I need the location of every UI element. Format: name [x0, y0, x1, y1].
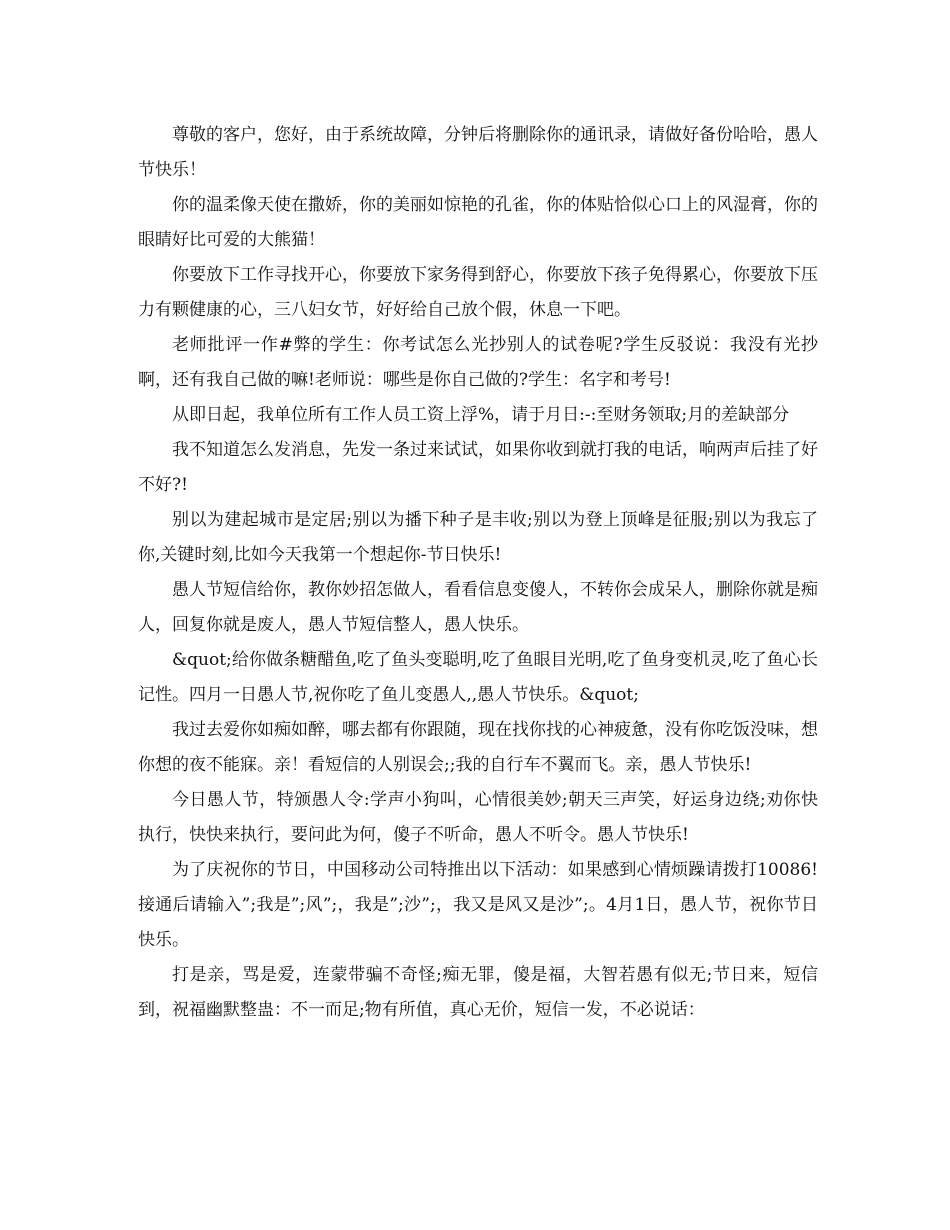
- paragraph-4: 老师批评一作#弊的学生：你考试怎么光抄别人的试卷呢?学生反驳说：我没有光抄啊，还有我自己做的嘛!老师说：哪些是你自己做的?学生：名字和考号!: [138, 335, 818, 390]
- paragraph-1: 尊敬的客户，您好，由于系统故障，分钟后将删除你的通讯录，请做好备份哈哈，愚人节快乐！: [138, 125, 818, 180]
- paragraph-13: 打是亲，骂是爱，连蒙带骗不奇怪;痴无罪，傻是福，大智若愚有似无;节日来，短信到，祝福幽默整蛊：不一而足;物有所值，真心无价，短信一发，不必说话：: [138, 965, 818, 1020]
- paragraph-9: &quot;给你做条糖醋鱼,吃了鱼头变聪明,吃了鱼眼目光明,吃了鱼身变机灵,吃了鱼心长记性。四月一日愚人节,祝你吃了鱼儿变愚人,,愚人节快乐。&quot;: [138, 650, 818, 705]
- paragraph-2: 你的温柔像天使在撒娇，你的美丽如惊艳的孔雀，你的体贴恰似心口上的风湿膏，你的眼睛好比可爱的大熊猫！: [138, 195, 818, 250]
- paragraph-3: 你要放下工作寻找开心，你要放下家务得到舒心，你要放下孩子免得累心，你要放下压力有颗健康的心，三八妇女节，好好给自己放个假，休息一下吧。: [138, 265, 818, 320]
- document-body: [138, 118, 818, 1028]
- paragraph-7: 别以为建起城市是定居;别以为播下种子是丰收;别以为登上顶峰是征服;别以为我忘了你,关键时刻,比如今天我第一个想起你-节日快乐!: [138, 510, 818, 565]
- paragraph-6: 我不知道怎么发消息，先发一条过来试试，如果你收到就打我的电话，响两声后挂了好不好?!: [138, 440, 818, 495]
- paragraph-12: 为了庆祝你的节日，中国移动公司特推出以下活动：如果感到心情烦躁请拨打10086!接通后请输入”;我是”;风”;，我是”;沙”;，我又是风又是沙”;。4月1日，愚人节，祝你节日快乐。: [138, 860, 818, 950]
- paragraph-8: 愚人节短信给你，教你妙招怎做人，看看信息变傻人，不转你会成呆人，删除你就是痴人，回复你就是废人，愚人节短信整人，愚人快乐。: [138, 580, 818, 635]
- paragraph-5: 从即日起，我单位所有工作人员工资上浮%，请于月日:-:至财务领取;月的差缺部分: [172, 405, 790, 425]
- paragraph-11: 今日愚人节，特颁愚人令:学声小狗叫，心情很美妙;朝天三声笑，好运身边绕;劝你快执行，快快来执行，要问此为何，傻子不听命，愚人不听令。愚人节快乐!: [138, 790, 818, 845]
- paragraph-10: 我过去爱你如痴如醉，哪去都有你跟随，现在找你找的心神疲惫，没有你吃饭没味，想你想的夜不能寐。亲！看短信的人别误会;;我的自行车不翼而飞。亲，愚人节快乐!: [138, 720, 818, 775]
